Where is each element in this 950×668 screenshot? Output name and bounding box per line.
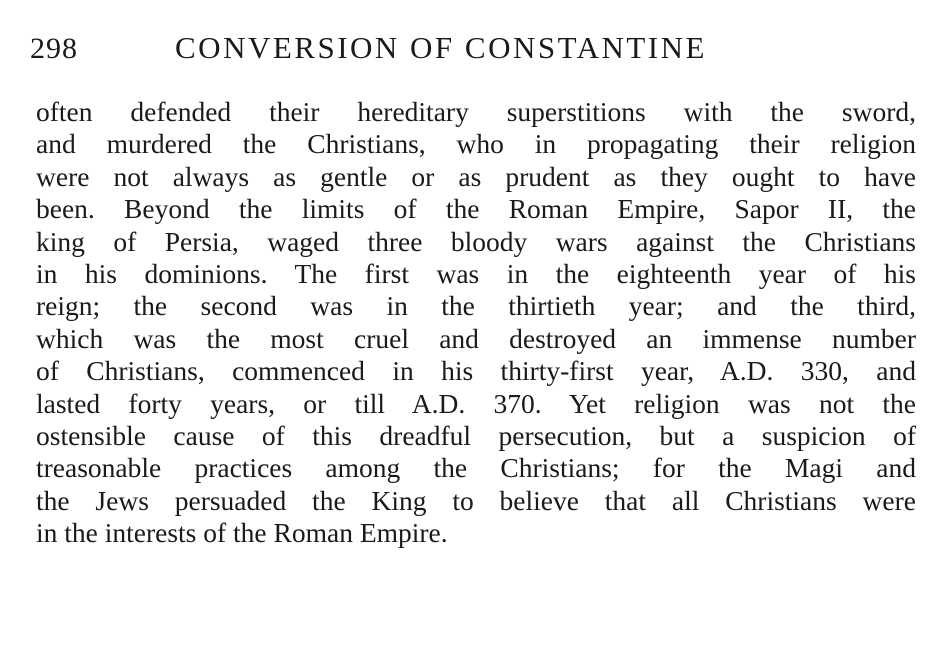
running-head xyxy=(30,30,920,70)
text-line: and murdered the Christians, who in propagating their religion xyxy=(36,128,916,160)
text-line: ostensible cause of this dreadful persecution, but a suspicion of xyxy=(36,419,916,451)
text-line: in his dominions. The first was in the eighteenth year of his xyxy=(36,257,916,289)
text-line: in the interests of the Roman Empire. xyxy=(36,517,448,549)
text-line: treasonable practices among the Christians; for the Magi and xyxy=(36,452,916,484)
text-line: king of Persia, waged three bloody wars against the Christians xyxy=(36,225,916,257)
text-line: lasted forty years, or till A.D. 370. Yet religion was not the xyxy=(36,387,916,419)
text-line: the Jews persuaded the King to believe that all Christians were xyxy=(36,484,916,516)
text-line: been. Beyond the limits of the Roman Empire, Sapor II, the xyxy=(36,193,916,225)
page-number: 298 xyxy=(30,32,78,65)
text-line: were not always as gentle or as prudent as they ought to have xyxy=(36,160,916,192)
text-line: reign; the second was in the thirtieth year; and the third, xyxy=(36,290,916,322)
page-title: CONVERSION OF CONSTANTINE xyxy=(175,30,707,65)
text-line: often defended their hereditary superstitions with the sword, xyxy=(36,96,916,127)
text-line: which was the most cruel and destroyed an immense number xyxy=(36,322,916,354)
text-line: of Christians, commenced in his thirty-first year, A.D. 330, and xyxy=(36,355,916,387)
body-paragraph xyxy=(36,96,916,549)
